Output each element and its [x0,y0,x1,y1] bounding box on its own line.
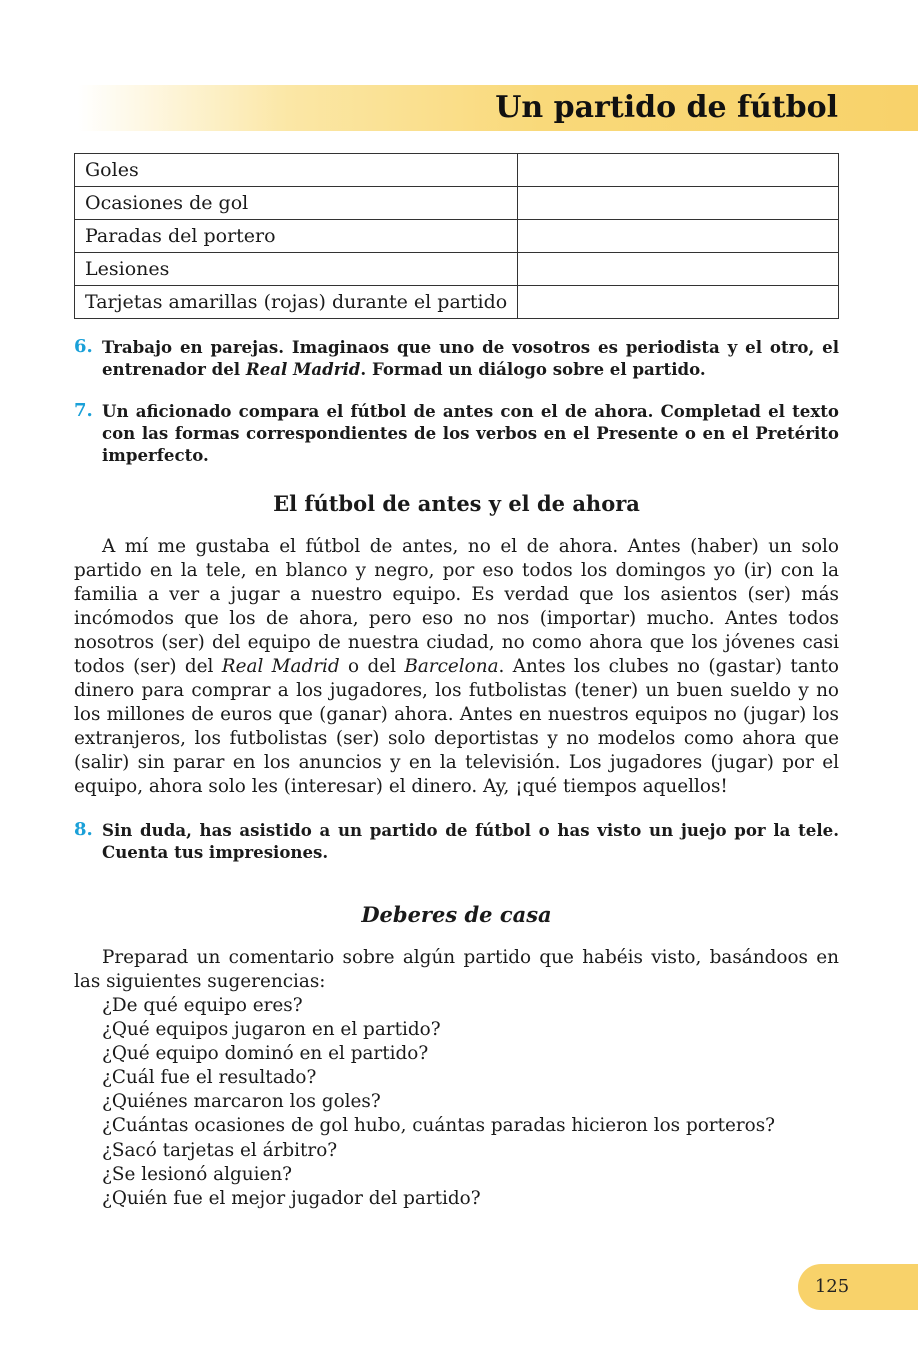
task-text-part: . Formad un diálogo sobre el partido. [360,359,706,379]
match-stats-table [74,153,839,319]
reading-text-part: A mí me gustaba el fútbol de antes, no el de ahora. Antes (haber) un solo partido en la tele, en blanco y negro, por eso todos los domingos yo (ir) con la familia a ver a jugar a nuestro equipo. Es verdad que los asientos (ser) más incómodos que los de ahora, pero eso no nos (importar) mucho. Antes todos nosotros (ser) del equipo de nuestra ciudad, no como ahora que los jóvenes casi todos (ser) del [74,536,839,677]
homework-questions [102,994,775,1211]
page-number: 125 [814,1276,850,1297]
table-cell-label: Paradas del portero [75,220,518,253]
list-item: ¿Quiénes marcaron los goles? [102,1091,381,1113]
page-title: Un partido de fútbol [495,90,838,125]
list-item: ¿Qué equipos jugaron en el partido? [102,1019,441,1041]
table-cell-label: Tarjetas amarillas (rojas) durante el partido [75,286,518,319]
task-7 [74,400,839,466]
task-text: Sin duda, has asistido a un partido de fútbol o has visto un juejo por la tele. Cuenta tus impresiones. [102,820,839,862]
list-item: ¿Cuál fue el resultado? [102,1067,317,1089]
table-cell-value [518,286,839,319]
task-text-italic: Real Madrid [245,359,361,379]
table-row [75,154,839,187]
task-6 [74,336,839,380]
reading-text-italic: Barcelona [404,656,499,677]
table-cell-value [518,220,839,253]
task-text: Un aficionado compara el fútbol de antes con el de ahora. Completad el texto con las formas correspondientes de los verbos en el Presente o en el Pretérito imperfecto. [102,401,839,465]
reading-text-part: o del [339,656,405,677]
table-cell-value [518,154,839,187]
homework-intro: Preparad un comentario sobre algún partido que habéis visto, basándoos en las siguientes sugerencias: [74,947,839,992]
table-cell-value [518,253,839,286]
table-cell-label: Ocasiones de gol [75,187,518,220]
list-item: ¿Qué equipo dominó en el partido? [102,1043,429,1065]
homework-title: Deberes de casa [361,902,552,927]
list-item: ¿Se lesionó alguien? [102,1163,293,1185]
reading-text-italic: Real Madrid [221,656,340,677]
reading-text [74,535,839,799]
table-row [75,220,839,253]
task-number: 7. [74,400,93,421]
list-item: ¿De qué equipo eres? [102,995,303,1016]
table-row [75,253,839,286]
table-cell-label: Lesiones [75,253,518,286]
table-cell-label: Goles [75,154,518,187]
list-item: ¿Sacó tarjetas el árbitro? [102,1139,338,1161]
list-item: ¿Cuántas ocasiones de gol hubo, cuántas paradas hicieron los porteros? [102,1115,776,1137]
task-8 [74,819,839,863]
reading-text-part: . Antes los clubes no (gastar) tanto dinero para comprar a los jugadores, los futbolistas (tener) un buen sueldo y no los millones de euros que (ganar) ahora. Antes en nuestros equipos no (jugar) los extranjeros, los futbolistas (ser) solo deportistas y no modelos como ahora que (salir) sin parar en los anuncios y en la televisión. Los jugadores (jugar) por el equipo, ahora solo les (interesar) el dinero. Ay, ¡qué tiempos aquellos! [74,656,839,797]
task-number: 6. [74,336,93,357]
table-row [75,286,839,319]
task-number: 8. [74,819,93,840]
task-text-part: Trabajo en parejas. Imaginaos que uno de vosotros es periodista y el otro, el entrenador del [102,337,839,379]
task-text [102,336,839,380]
reading-title: El fútbol de antes y el de ahora [273,491,640,516]
table-row [75,187,839,220]
table-cell-value [518,187,839,220]
list-item: ¿Quién fue el mejor jugador del partido? [102,1187,481,1209]
